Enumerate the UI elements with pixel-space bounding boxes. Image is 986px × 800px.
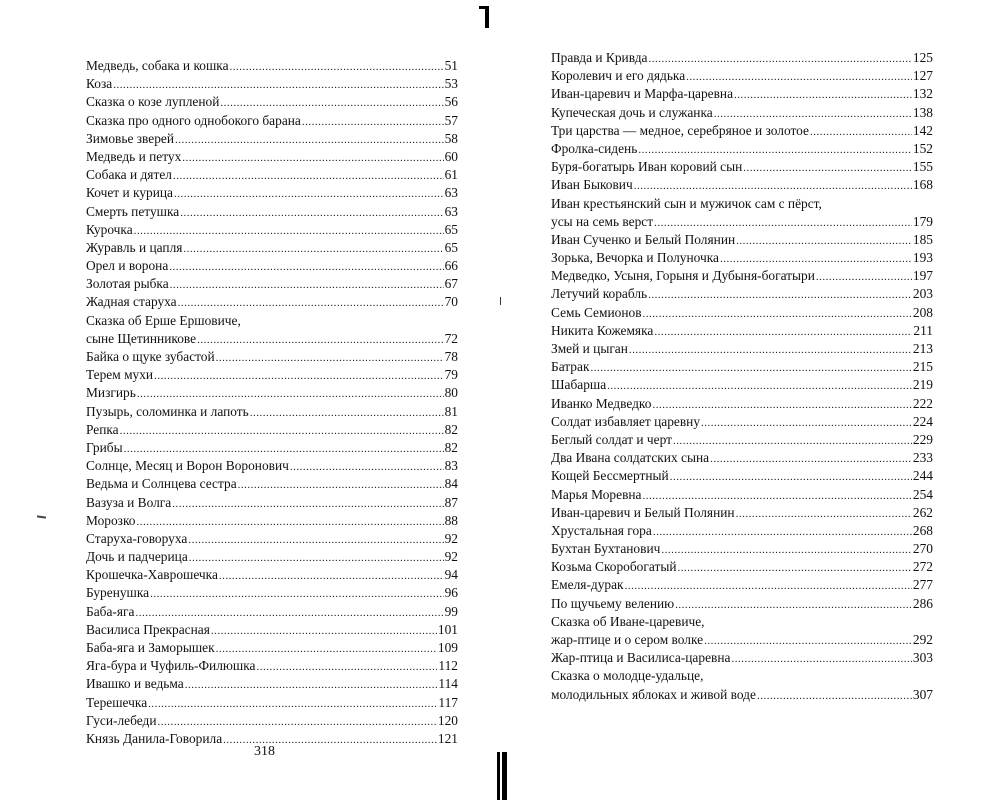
dot-leader <box>743 162 912 174</box>
toc-entry-title: Вазуза и Волга <box>86 494 172 510</box>
dot-leader <box>736 508 912 520</box>
toc-entry-page: 79 <box>444 367 458 383</box>
dot-leader <box>653 526 912 538</box>
toc-entry-title: Фролка-сидень <box>551 140 638 156</box>
toc-entry <box>86 222 458 240</box>
toc-entry-title: молодильных яблоках и живой воде <box>551 686 756 702</box>
toc-right <box>551 50 933 705</box>
toc-entry <box>551 487 933 505</box>
toc-entry <box>86 167 458 185</box>
toc-entry-page: 286 <box>912 595 933 611</box>
dot-leader <box>250 407 444 419</box>
dot-leader <box>670 471 912 483</box>
toc-entry-page: 82 <box>444 439 458 455</box>
dot-leader <box>643 490 912 502</box>
dot-leader <box>590 362 911 374</box>
toc-entry <box>86 131 458 149</box>
toc-entry-page: 88 <box>444 512 458 528</box>
dot-leader <box>136 516 443 528</box>
toc-entry-title: Коза <box>86 76 113 92</box>
toc-entry <box>86 604 458 622</box>
toc-entry-page: 197 <box>912 268 933 284</box>
toc-entry <box>551 286 933 304</box>
dot-leader <box>172 498 443 510</box>
binding-mark-top <box>485 6 489 28</box>
toc-entry <box>551 632 933 650</box>
dot-leader <box>673 435 912 447</box>
toc-entry <box>551 323 933 341</box>
toc-entry-title: жар-птице и о сером волке <box>551 632 704 647</box>
toc-entry-title: Ведьма и Солнцева сестра <box>86 476 237 492</box>
toc-entry-title: Ивашко и ведьма <box>86 676 184 692</box>
dot-leader <box>648 289 912 301</box>
toc-entry-page: 268 <box>912 522 933 538</box>
toc-entry-page: 63 <box>444 185 458 201</box>
toc-entry-title: Батрак <box>551 359 590 375</box>
dot-leader <box>714 108 912 120</box>
toc-entry-page: 219 <box>912 377 933 393</box>
dot-leader <box>189 552 444 564</box>
toc-entry-page: 222 <box>912 395 933 411</box>
toc-entry-title: Мизгирь <box>86 385 136 401</box>
toc-entry <box>86 531 458 549</box>
dot-leader <box>230 61 444 73</box>
toc-entry-page: 168 <box>912 177 933 193</box>
toc-entry-title: Иванко Медведко <box>551 395 652 411</box>
toc-entry-title: Купеческая дочь и служанка <box>551 104 713 120</box>
toc-entry-page: 179 <box>912 213 933 229</box>
toc-entry <box>551 196 933 214</box>
toc-entry <box>551 232 933 250</box>
toc-entry-title: Сказка о молодце-удальце, <box>551 668 704 684</box>
dot-leader <box>175 134 444 146</box>
toc-entry <box>551 650 933 668</box>
toc-entry-title: Кощей Бессмертный <box>551 468 669 484</box>
toc-entry-page: 272 <box>912 559 933 575</box>
toc-entry-title: Шабарша <box>551 377 607 393</box>
dot-leader <box>686 71 912 83</box>
dot-leader <box>182 152 443 164</box>
toc-entry-page: 72 <box>444 330 458 346</box>
dot-leader <box>704 635 912 647</box>
dot-leader <box>120 425 444 437</box>
dot-leader <box>220 97 443 109</box>
toc-entry <box>86 240 458 258</box>
toc-entry-title: Репка <box>86 421 119 437</box>
dot-leader <box>158 716 437 728</box>
toc-entry-title: усы на семь верст <box>551 213 654 229</box>
toc-entry-title: Три царства — медное, серебряное и золотое <box>551 122 809 138</box>
dot-leader <box>238 479 444 491</box>
toc-entry <box>551 341 933 359</box>
toc-entry-title: Буренушка <box>86 585 150 601</box>
toc-entry-title: сыне Щетинникове <box>86 330 197 346</box>
toc-entry-page: 262 <box>912 504 933 520</box>
toc-entry-page: 80 <box>444 385 458 401</box>
toc-entry-page: 58 <box>444 130 458 146</box>
toc-entry <box>551 250 933 268</box>
dot-leader <box>648 53 911 65</box>
toc-entry <box>86 276 458 294</box>
dot-leader <box>757 690 912 702</box>
dot-leader <box>701 417 912 429</box>
toc-entry-page: 65 <box>444 239 458 255</box>
toc-entry-title: Иван крестьянский сын и мужичок сам с пёрст, <box>551 195 822 211</box>
dot-leader <box>135 607 443 619</box>
dot-leader <box>677 562 911 574</box>
toc-entry-title: Князь Данила-Говорила <box>86 730 223 746</box>
toc-entry <box>551 523 933 541</box>
toc-entry-page: 83 <box>444 458 458 474</box>
toc-entry-title: Змей и цыган <box>551 341 628 356</box>
toc-entry <box>86 331 458 349</box>
dot-leader <box>211 625 437 637</box>
toc-entry <box>551 432 933 450</box>
dot-leader <box>256 661 437 673</box>
binding-mark-bottom <box>497 752 507 800</box>
dot-leader <box>661 544 912 556</box>
toc-entry-page: 270 <box>912 541 933 557</box>
toc-entry-page: 229 <box>912 431 933 447</box>
toc-entry <box>86 204 458 222</box>
toc-entry <box>551 468 933 486</box>
page-number: 318 <box>254 744 275 759</box>
toc-entry-page: 117 <box>438 694 458 710</box>
toc-entry <box>551 559 933 577</box>
toc-entry-page: 138 <box>912 104 933 120</box>
toc-entry-page: 56 <box>444 94 458 110</box>
toc-entry-title: Сказка об Иване-царевиче, <box>551 613 705 629</box>
toc-entry-title: Хрустальная гора <box>551 522 652 538</box>
toc-entry-page: 215 <box>912 359 933 375</box>
toc-entry-title: Емеля-дурак <box>551 577 624 593</box>
toc-entry-page: 211 <box>913 322 933 338</box>
toc-entry <box>86 476 458 494</box>
toc-entry-title: Сказка об Ерше Ершовиче, <box>86 312 241 328</box>
toc-entry <box>86 349 458 367</box>
right-page <box>493 0 986 800</box>
toc-entry-title: По щучьему велению <box>551 595 675 611</box>
toc-entry <box>551 396 933 414</box>
toc-entry-page: 185 <box>912 231 933 247</box>
toc-entry <box>551 141 933 159</box>
toc-entry-title: Василиса Прекрасная <box>86 621 210 637</box>
toc-entry-page: 203 <box>912 286 933 302</box>
toc-entry-title: Крошечка-Хаврошечка <box>86 567 218 583</box>
toc-entry-title: Семь Семионов <box>551 304 642 320</box>
toc-entry-title: Королевич и его дядька <box>551 68 686 84</box>
toc-entry-page: 65 <box>444 221 458 237</box>
dot-leader <box>124 443 444 455</box>
dot-leader <box>290 461 444 473</box>
toc-entry-title: Медведь, собака и кошка <box>86 58 229 73</box>
toc-entry-page: 84 <box>444 476 458 492</box>
toc-entry <box>86 258 458 276</box>
toc-entry-page: 132 <box>912 86 933 102</box>
dot-leader <box>654 217 912 229</box>
toc-entry-page: 142 <box>912 122 933 138</box>
toc-entry-title: Байка о щуке зубастой <box>86 349 215 364</box>
toc-entry-page: 233 <box>912 450 933 466</box>
toc-entry-page: 63 <box>444 203 458 219</box>
toc-entry-page: 67 <box>444 276 458 292</box>
toc-entry <box>551 214 933 232</box>
toc-entry-page: 87 <box>444 494 458 510</box>
toc-entry-title: Иван-царевич и Белый Полянин <box>551 504 735 520</box>
toc-entry-title: Кочет и курица <box>86 185 173 201</box>
toc-entry-page: 277 <box>912 577 933 593</box>
toc-entry-page: 152 <box>912 140 933 156</box>
toc-entry <box>551 450 933 468</box>
dot-leader <box>816 271 912 283</box>
toc-entry <box>86 440 458 458</box>
toc-entry <box>551 268 933 286</box>
scan-mark <box>500 297 501 305</box>
toc-entry <box>551 614 933 632</box>
toc-entry <box>86 367 458 385</box>
toc-entry-page: 92 <box>444 530 458 546</box>
toc-entry-title: Марья Моревна <box>551 486 642 502</box>
dot-leader <box>302 116 444 128</box>
toc-entry-title: Медведь и петух <box>86 148 182 164</box>
toc-entry <box>86 622 458 640</box>
toc-entry-title: Зимовье зверей <box>86 130 175 146</box>
dot-leader <box>150 588 444 600</box>
toc-entry-title: Курочка <box>86 221 133 237</box>
toc-entry-title: Сказка про одного однобокого барана <box>86 112 301 128</box>
toc-entry-page: 101 <box>437 621 458 637</box>
dot-leader <box>736 235 912 247</box>
toc-entry-page: 57 <box>444 112 458 128</box>
toc-entry <box>86 58 458 76</box>
dot-leader <box>183 243 443 255</box>
dot-leader <box>219 570 444 582</box>
toc-entry <box>551 377 933 395</box>
toc-entry-title: Собака и дятел <box>86 167 172 183</box>
toc-entry <box>551 359 933 377</box>
toc-entry <box>551 505 933 523</box>
dot-leader <box>169 261 443 273</box>
dot-leader <box>629 344 912 356</box>
toc-entry-page: 109 <box>437 640 458 655</box>
dot-leader <box>185 679 438 691</box>
dot-leader <box>148 698 437 710</box>
toc-entry-title: Никита Кожемяка <box>551 322 654 338</box>
toc-entry-page: 82 <box>444 421 458 437</box>
toc-entry <box>551 159 933 177</box>
toc-entry-title: Яга-бура и Чуфиль-Филюшка <box>86 658 256 674</box>
toc-entry-page: 193 <box>912 250 933 266</box>
dot-leader <box>197 334 444 346</box>
toc-entry-page: 307 <box>912 686 933 702</box>
dot-leader <box>810 126 912 138</box>
toc-entry-title: Дочь и падчерица <box>86 549 188 565</box>
toc-entry-title: Терем мухи <box>86 367 154 383</box>
toc-entry-page: 81 <box>444 403 458 419</box>
toc-entry <box>86 94 458 112</box>
toc-entry <box>86 404 458 422</box>
toc-entry-title: Золотая рыбка <box>86 276 169 292</box>
toc-entry-title: Медведко, Усыня, Горыня и Дубыня-богатыри <box>551 268 815 284</box>
toc-entry-page: 213 <box>912 341 933 356</box>
toc-entry <box>86 549 458 567</box>
dot-leader <box>652 399 911 411</box>
toc-entry-page: 60 <box>444 148 458 164</box>
toc-entry-title: Орел и ворона <box>86 258 169 274</box>
dot-leader <box>731 653 911 665</box>
dot-leader <box>216 643 437 655</box>
toc-entry-page: 53 <box>444 76 458 92</box>
toc-entry-title: Бухтан Бухтанович <box>551 541 661 557</box>
toc-entry-title: Морозко <box>86 512 136 528</box>
toc-entry-page: 224 <box>912 413 933 429</box>
toc-entry <box>86 658 458 676</box>
toc-entry-title: Солдат избавляет царевну <box>551 413 701 429</box>
toc-entry-page: 70 <box>444 294 458 310</box>
toc-entry-title: Жадная старуха <box>86 294 177 310</box>
toc-entry-title: Журавль и цапля <box>86 239 183 255</box>
toc-entry <box>551 86 933 104</box>
toc-entry-page: 78 <box>444 349 458 364</box>
dot-leader <box>625 580 912 592</box>
toc-entry-title: Правда и Кривда <box>551 50 648 65</box>
toc-entry-title: Летучий корабль <box>551 286 648 302</box>
toc-entry-page: 96 <box>444 585 458 601</box>
dot-leader <box>134 225 444 237</box>
toc-entry-title: Пузырь, соломинка и лапоть <box>86 403 249 419</box>
toc-entry-page: 303 <box>912 650 933 666</box>
dot-leader <box>643 308 912 320</box>
dot-leader <box>188 534 443 546</box>
toc-entry <box>551 50 933 68</box>
toc-entry <box>86 640 458 658</box>
toc-entry-title: Сказка о козе лупленой <box>86 94 220 110</box>
toc-entry-page: 254 <box>912 486 933 502</box>
dot-leader <box>173 170 444 182</box>
toc-entry-title: Солнце, Месяц и Ворон Воронович <box>86 458 289 474</box>
toc-entry <box>86 567 458 585</box>
toc-entry-title: Терешечка <box>86 694 148 710</box>
toc-entry <box>551 541 933 559</box>
toc-entry-page: 92 <box>444 549 458 565</box>
toc-entry-title: Буря-богатырь Иван коровий сын <box>551 159 743 175</box>
toc-entry <box>86 695 458 713</box>
toc-entry-title: Беглый солдат и черт <box>551 431 672 447</box>
toc-entry-title: Смерть петушка <box>86 203 180 219</box>
toc-entry-title: Гуси-лебеди <box>86 712 157 728</box>
toc-entry <box>551 668 933 686</box>
toc-entry <box>86 495 458 513</box>
dot-leader <box>170 279 444 291</box>
toc-entry <box>86 76 458 94</box>
toc-entry <box>551 305 933 323</box>
toc-entry <box>86 113 458 131</box>
toc-entry-title: Баба-яга и Заморышек <box>86 640 215 655</box>
toc-entry-title: Иван-царевич и Марфа-царевна <box>551 86 734 102</box>
toc-entry-title: Старуха-говоруха <box>86 530 188 546</box>
toc-entry <box>86 149 458 167</box>
toc-entry-page: 292 <box>912 632 933 647</box>
toc-entry-page: 66 <box>444 258 458 274</box>
toc-entry-page: 121 <box>437 730 458 746</box>
toc-entry <box>86 294 458 312</box>
toc-entry-title: Козьма Скоробогатый <box>551 559 677 575</box>
toc-entry <box>551 414 933 432</box>
toc-entry <box>86 385 458 403</box>
dot-leader <box>180 207 443 219</box>
toc-entry <box>86 313 458 331</box>
toc-entry <box>551 123 933 141</box>
toc-entry-title: Баба-яга <box>86 603 135 619</box>
dot-leader <box>634 180 912 192</box>
toc-entry-page: 112 <box>438 658 458 674</box>
toc-entry-title: Грибы <box>86 439 123 455</box>
toc-entry <box>86 585 458 603</box>
toc-entry <box>86 676 458 694</box>
dot-leader <box>137 388 444 400</box>
dot-leader <box>638 144 912 156</box>
toc-entry-page: 127 <box>912 68 933 84</box>
dot-leader <box>154 370 444 382</box>
toc-entry-title: Зорька, Вечорка и Полуночка <box>551 250 719 266</box>
toc-entry <box>86 458 458 476</box>
toc-entry-page: 125 <box>912 50 933 65</box>
toc-entry <box>551 596 933 614</box>
toc-entry-page: 208 <box>912 304 933 320</box>
dot-leader <box>654 326 912 338</box>
toc-entry-page: 51 <box>444 58 458 73</box>
dot-leader <box>675 599 912 611</box>
toc-entry <box>551 68 933 86</box>
toc-entry-page: 120 <box>437 712 458 728</box>
toc-entry <box>551 177 933 195</box>
dot-leader <box>734 89 912 101</box>
dot-leader <box>710 453 912 465</box>
toc-entry-title: Жар-птица и Василиса-царевна <box>551 650 731 666</box>
dot-leader <box>113 79 443 91</box>
dot-leader <box>178 297 444 309</box>
toc-entry-page: 61 <box>444 167 458 183</box>
dot-leader <box>216 352 444 364</box>
toc-entry-page: 94 <box>444 567 458 583</box>
toc-entry-title: Два Ивана солдатских сына <box>551 450 710 466</box>
toc-left <box>86 58 458 749</box>
toc-entry <box>551 105 933 123</box>
toc-entry-page: 114 <box>438 676 458 692</box>
toc-entry-title: Иван Быкович <box>551 177 633 193</box>
toc-entry <box>86 185 458 203</box>
dot-leader <box>607 380 912 392</box>
toc-entry-title: Иван Сученко и Белый Полянин <box>551 231 736 247</box>
toc-entry-page: 244 <box>912 468 933 484</box>
toc-entry-page: 155 <box>912 159 933 175</box>
toc-entry <box>86 422 458 440</box>
dot-leader <box>174 188 444 200</box>
toc-entry <box>86 713 458 731</box>
toc-entry <box>551 687 933 705</box>
toc-entry <box>551 577 933 595</box>
toc-entry-page: 99 <box>444 603 458 619</box>
toc-entry <box>86 513 458 531</box>
dot-leader <box>720 253 912 265</box>
